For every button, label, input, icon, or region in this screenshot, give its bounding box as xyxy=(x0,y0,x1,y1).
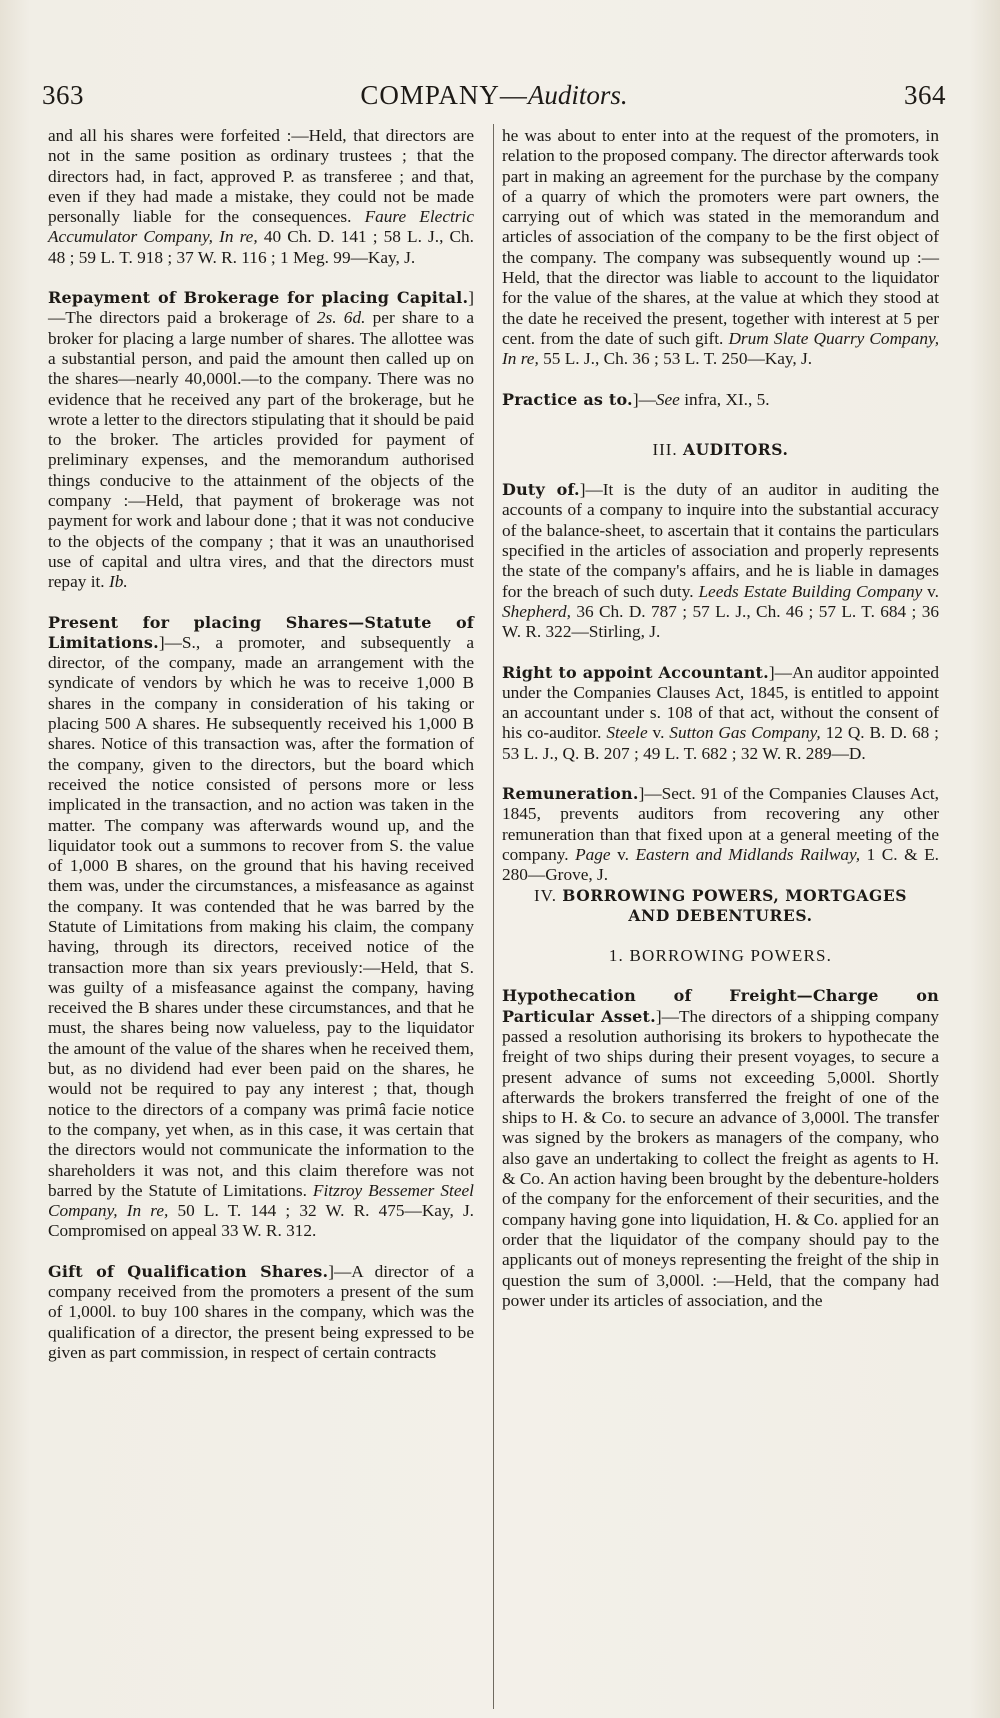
entry-text: ]—The directors paid a brokerage of xyxy=(48,288,474,328)
case-versus: v. xyxy=(652,723,665,743)
case-versus: v. xyxy=(927,581,939,601)
subsection-heading: 1. BORROWING POWERS. xyxy=(608,946,833,966)
case-citation: 36 Ch. D. 787 ; 57 L. J., Ch. 46 ; 57 L. T. 684 ; 36 W. R. 322—Stirling, J. xyxy=(502,601,939,642)
entry-practice: Practice as to.]—See infra, XI., 5. xyxy=(502,389,770,409)
entry-text: ]—S., a promoter, and subsequently a director, of the company, made an arrangement with the syndicate of vendors by which he was to receive 1,000 B shares in the company in consideration of his taking or placing 500 A shares. He subsequently received his 1,000 B shares. Notice of this transaction was, after the formation of the company, given to the directors, but the board which received the notice consisted of persons more or less implicated in the transaction, and no action was taken in the matter. The company was afterwards wound up, and the liquidator took out a summons to recover from S. the value of 1,000 B shares, on the ground that his having received them was, under the circumstances, a misfeasance as against the company. It was contended that he was barred by the Statute of Limitations from making his claim, the company having, through its directors, received notice of the transaction more than six years previously:—Held, that S. was guilty of a misfeasance against the company, having received the B shares under these circumstances, and that he must, the shares being now valueless, pay to the liquidator the amount of the value of the shares when he received them, but, as no dividend had ever been paid on the shares, he would not be required to pay any interest ; that, though notice to the directors of a company was primâ facie notice to the company, yet when, as in this case, it was certain that the directors would not communicate the information to the shareholders it was not, and this claim therefore was not barred by the Statute of Limitations. xyxy=(48,632,474,1200)
case-name: Eastern and Midlands Railway, xyxy=(635,844,861,864)
running-title-main: COMPANY— xyxy=(360,80,528,110)
cross-reference-see: See xyxy=(655,389,680,409)
entry-amount: 2s. 6d. xyxy=(316,308,366,328)
entry-text: per share to a broker for placing a large number of shares. The allottee was a substantial person, and paid the amount then called up on the shares—nearly 40,000l.—to the company. There was no evidence that he received any part of the brokerage, but he wrote a letter to the directors stipulating that it should be paid to the broker. The articles provided for payment of preliminary expenses, and the memorandum authorised things conducive to the attainment of the objects of the company :—Held, that payment of brokerage was not payment for work and labour done ; that it was not conducive to the objects of the company ; that it was an unauthorised use of capital and ultra vires, and that the directors must repay it. xyxy=(48,308,474,592)
running-title-sub: Auditors. xyxy=(527,80,628,110)
paragraph-text: he was about to enter into at the request of the promoters, in relation to the proposed company. The director afterwards took part in making an agreement for the purchase by the company of a quarry of which the promoters were part owners, the carrying out of which was stated in the memorandum and articles of association of the company to be the first object of the company. The company was subsequently wound up :—Held, that the director was liable to account to the liquidator for the value of the shares, at the value at which they stood at the date he received the present, together with interest at 5 per cent. from the date of such gift. xyxy=(502,126,939,348)
case-citation: 1 C. & E. 280—Grove, J. xyxy=(502,844,939,885)
entry-heading: Repayment of Brokerage for placing Capital. xyxy=(48,288,469,308)
case-name: Fitzroy Bessemer Steel Company, In re, xyxy=(48,1180,474,1221)
entry-present-placing-shares xyxy=(48,613,474,1242)
entry-hypothecation-freight xyxy=(502,986,939,1311)
case-name: Shepherd, xyxy=(502,601,571,621)
section-number: III. xyxy=(652,439,678,459)
case-name: Page xyxy=(575,844,611,864)
entry-heading: Gift of Qualification Shares. xyxy=(48,1261,329,1281)
entry-text: ]—An auditor appointed under the Companies Clauses Act, 1845, is entitled to appoint an accountant under s. 108 of that act, without the consent of his co-auditor. xyxy=(502,662,939,743)
case-versus: v. xyxy=(617,844,629,864)
entry-duty-of xyxy=(502,480,939,642)
entry-heading: Duty of. xyxy=(502,480,580,500)
entry-heading: Present for placing Shares—Statute of Limitations. xyxy=(48,612,474,652)
case-name: Faure Electric Accumulator Company, In re, xyxy=(48,207,474,247)
entry-heading: Practice as to. xyxy=(502,389,633,409)
case-reference: Ib. xyxy=(108,572,128,592)
entry-remuneration xyxy=(502,784,939,885)
section-heading-auditors xyxy=(502,440,939,460)
entry-text: ]—A director of a company received from the promoters a present of the sum of 1,000l. to buy 100 shares in the company, which was the qualification of a director, the present being expressed to be given as part commission, in respect of certain contracts xyxy=(48,1261,474,1362)
cross-reference: infra, XI., 5. xyxy=(684,389,770,409)
entry-text: ]—The directors of a shipping company passed a resolution authorising its brokers to hypothecate the freight of two ships during their present voyages, to secure a present advance of sums not exceeding 5,000l. Shortly afterwards the brokers transferred the freight of one of the ships to H. & Co. to secure an advance of 3,000l. The transfer was signed by the brokers as managers of the company, who also gave an undertaking to collect the freight as agents to H. & Co. An action having been brought by the debenture-holders of the company for the enforcement of their securities, and the company having gone into liquidation, H. & Co. applied for an order that the liquidator of the company should pay to the applicants out of moneys representing the freight of the ship in question the sum of 3,000l. :—Held, that the company had power under its articles of association, and the xyxy=(502,1006,939,1310)
column-divider xyxy=(493,124,494,1709)
section-number: IV. xyxy=(533,885,557,905)
page-number-right: 364 xyxy=(904,80,946,110)
paragraph-continued xyxy=(502,126,939,370)
case-name: Sutton Gas Company, xyxy=(669,723,821,743)
page-number-left: 363 xyxy=(42,80,84,110)
case-name: Steele xyxy=(606,723,648,743)
case-name: Leeds Estate Building Company xyxy=(698,581,923,601)
entry-heading: Remuneration. xyxy=(502,784,639,804)
case-citation: 12 Q. B. D. 68 ; 53 L. J., Q. B. 207 ; 49 L. T. 682 ; 32 W. R. 289—D. xyxy=(502,723,939,763)
entry-text: ]—It is the duty of an auditor in auditing the accounts of a company to inquire into the substantial accuracy of the balance-sheet, to ascertain that it contains the particulars specified in the articles of association and properly represents the state of the company's affairs, and he is liable in damages for the breach of such duty. xyxy=(502,480,940,601)
section-title-continued: AND DEBENTURES. xyxy=(628,905,813,925)
paragraph-text: and all his shares were forfeited :—Held, that directors are not in the same position as ordinary trustees ; that the directors had, in fact, approved P. as transferee ; and that, even if they had made a mistake, they could not be made personally liable for the consequences. xyxy=(48,126,474,227)
left-column xyxy=(48,126,474,1363)
case-name: Drum Slate Quarry Company, In re, xyxy=(502,328,940,369)
entry-heading: Hypothecation of Freight—Charge on Particular Asset. xyxy=(502,986,939,1026)
entry-right-to-appoint xyxy=(502,663,939,764)
section-title: BORROWING POWERS, MORTGAGES xyxy=(562,885,908,905)
running-header xyxy=(42,80,946,116)
entry-heading: Right to appoint Accountant. xyxy=(502,662,769,682)
running-title xyxy=(42,80,946,111)
section-heading-borrowing xyxy=(502,886,939,927)
case-citation: 55 L. J., Ch. 36 ; 53 L. T. 250—Kay, J. xyxy=(543,349,813,369)
case-citation: 40 Ch. D. 141 ; 58 L. J., Ch. 48 ; 59 L. T. 918 ; 37 W. R. 116 ; 1 Meg. 99—Kay, J. xyxy=(48,227,475,267)
case-citation: 50 L. T. 144 ; 32 W. R. 475—Kay, J. Compromised on appeal 33 W. R. 312. xyxy=(48,1201,474,1241)
paragraph-forfeited-shares xyxy=(48,126,474,268)
right-column xyxy=(502,126,939,1311)
section-title: AUDITORS. xyxy=(682,439,789,459)
entry-repayment-brokerage xyxy=(48,288,474,592)
entry-gift-qualification-shares xyxy=(48,1262,474,1363)
entry-text: ]—Sect. 91 of the Companies Clauses Act, 1845, prevents auditors from recovering any other remuneration than that fixed upon at a general meeting of the company. xyxy=(502,784,939,864)
